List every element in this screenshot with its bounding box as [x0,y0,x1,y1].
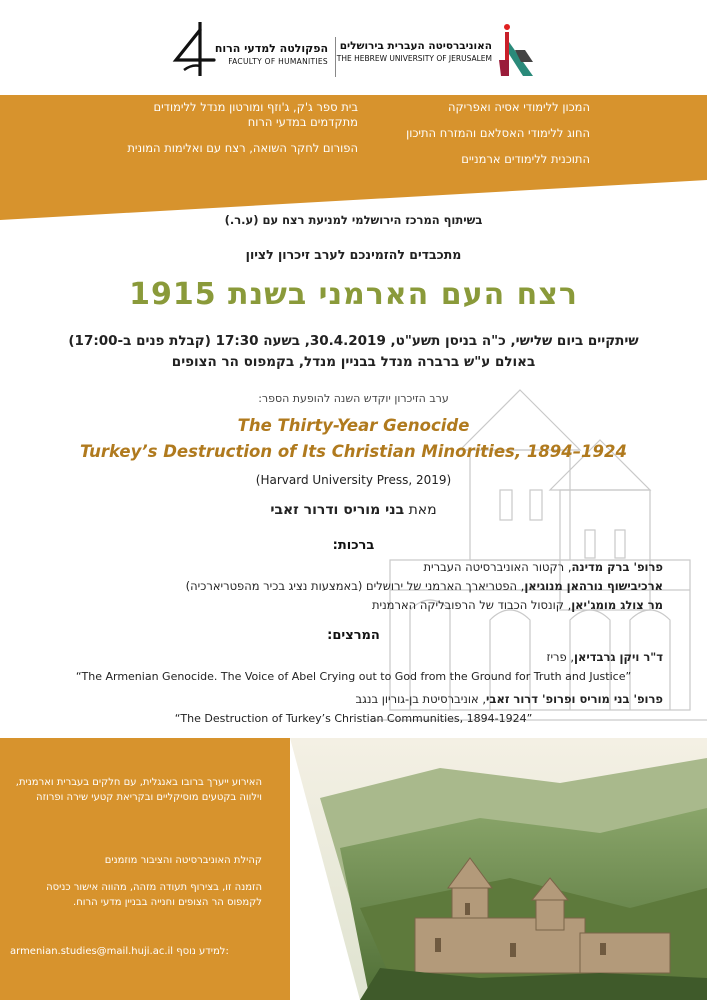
book-publisher: (Harvard University Press, 2019) [255,473,452,487]
speaker-1-affiliation: , פריז [546,650,575,664]
greeting-role: , הפטריארך הארמני של ירושלים (באמצעות נציג בכיר מהפטריארכיה) [185,579,525,593]
greeting-line [372,598,663,612]
speaker-2 [355,692,663,706]
contact-label: למידע נוסף: [176,946,229,957]
partner-mandel-school: בית ספר ג'ק, ג'וזף ומורטון מנדל ללימודים מתקדמים במדעי הרוח [153,100,358,129]
event-title: רצח העם הארמני בשנת 1915 [129,277,578,312]
greeting-name: ארכיבישוף נורהאן מנוגיאן [524,579,663,593]
speaker-2-talk: “The Destruction of Turkey’s Christian Communities, 1894-1924” [174,712,533,725]
invitation-line: מתכבדים להזמינכם לערב זיכרון לציון [245,247,462,262]
speaker-1 [546,650,663,664]
faculty-name-hebrew: הפקולטה למדעי הרוח [214,42,328,55]
partner-asia-africa: המכון ללימודי אסיה ואפריקה [447,100,590,114]
contact-email-link[interactable]: armenian.studies@mail.huji.ac.il [10,946,174,957]
book-title: The Thirty-Year Genocide [237,416,470,435]
partner-genocide-forum: הפורום לחקר השואה, רצח עם ואלימות המונית [127,141,358,155]
faculty-mark-icon [170,20,218,78]
entry-permit-note: הזמנה זו, בצירוף תעודה מזהה, מהווה אישור כניסה לקמפוס הר הצופים וחנייה בבניין מדעי הרוח. [46,882,262,908]
greeting-role: , קונסול הכבוד של הרפובליקה הארמנית [371,598,572,612]
partner-armenian-studies: התוכנית ללימודים ארמניים [461,152,590,166]
greeting-line [423,560,663,574]
partners-right [370,100,590,178]
greeting-line [186,579,663,593]
book-subtitle: Turkey’s Destruction of Its Christian Minorities, 1894–1924 [80,442,627,461]
greeting-name: פרופ' ברק מדינה [571,560,663,574]
speaker-1-talk: “The Armenian Genocide. The Voice of Abel Crying out to God from the Ground for Truth and Justice” [75,670,632,683]
greeting-role: , רקטור האוניברסיטה העברית [423,560,572,574]
speaker-2-affiliation: , אוניברסיטת בן-גוריון בנגב [355,692,487,706]
university-name-english: THE HEBREW UNIVERSITY OF JERUSALEM [336,54,492,63]
book-intro: ערב הזיכרון יוקדש השנה להופעת הספר: [258,392,449,405]
greeting-name: מר צולג מומג'יאן [571,598,663,612]
speaker-1-name: ד"ר ויקן גרבדיאן [574,650,663,664]
authors-names: בני מוריס ודרור זאבי [270,502,405,518]
header [0,0,707,95]
event-venue: באולם ע"ש ברברה מנדל בבניין מנדל, בקמפוס הר הצופים [171,354,536,370]
cooperation-line: בשיתוף המרכז הירושלמי למניעת רצח עם (ע.ר.) [224,213,483,227]
greetings-heading: ברכות: [332,538,375,553]
speakers-heading: המרצים: [327,628,380,643]
event-language-note: האירוע ייערך ברובו באנגלית, עם חלקים בעברית וארמנית, וילווה בקטעים מוסיקליים ובקריאת קטעי שירה ופרוזה [15,777,262,803]
authors-prefix: מאת [408,502,437,518]
huji-logo-icon [497,20,535,80]
partner-islam-middle-east: החוג ללימודי האסלאם והמזרח התיכון [406,126,590,140]
faculty-name-english: FACULTY OF HUMANITIES [228,57,328,66]
event-datetime: שיתקיים ביום שלישי, כ"ה בניסן תשע"ט, 30.4.2019, בשעה 17:30 (קבלת פנים ב-17:00) [68,333,639,349]
speaker-2-name: פרופ' בני מוריס ופרופ' דרור זאבי [486,692,663,706]
university-name-hebrew: האוניברסיטה העברית בירושלים [339,40,492,52]
header-divider [335,37,336,77]
public-invited-note: קהילת האוניברסיטה והציבור מוזמנים [104,855,262,866]
contact-info [10,946,280,957]
partners-left [118,100,358,167]
faculty-logo [170,20,340,75]
book-authors [0,502,707,518]
